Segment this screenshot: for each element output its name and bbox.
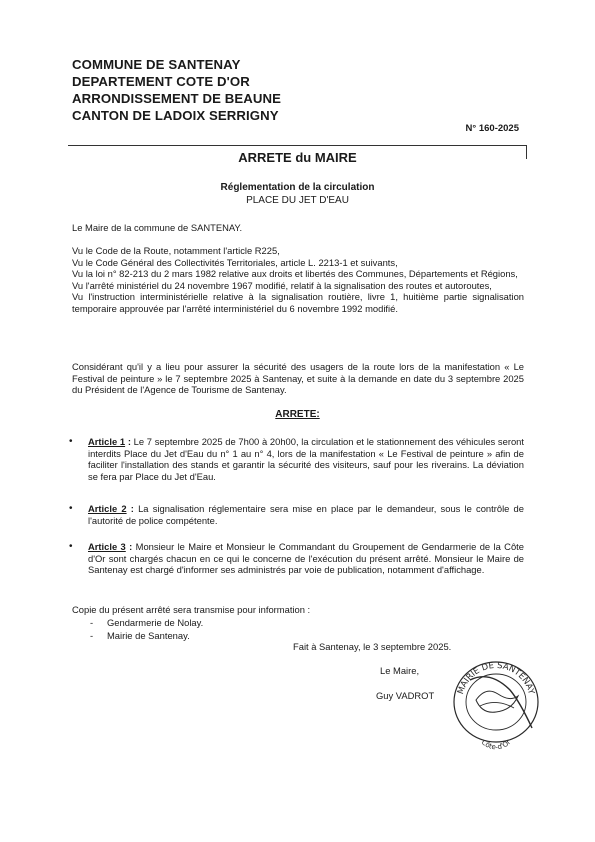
bullet-icon: •	[69, 503, 73, 514]
subtitle-line-1: Réglementation de la circulation	[220, 182, 375, 193]
document-subtitle	[0, 181, 595, 207]
recipient-name: Mairie de Santenay.	[107, 630, 190, 641]
signer-name: Guy VADROT	[376, 690, 435, 701]
title-divider	[68, 145, 526, 146]
mairie-seal-stamp	[440, 650, 550, 750]
article-separator: :	[126, 503, 139, 514]
header-line-canton: CANTON DE LADOIX SERRIGNY	[72, 108, 279, 123]
recipient-name: Gendarmerie de Nolay.	[107, 617, 204, 628]
issuer-header	[72, 56, 281, 124]
article-text: Le 7 septembre 2025 de 7h00 à 20h00, la circulation et le stationnement des véhicules seront interdits Place du Jet d'Eau du n° 1 au n° 4, lors de la manifestation « Le Festival de peinture » afin de faciliter l'installation des stands et garantir la sécurité des visiteurs, sauf pour les riverains. La déviation se fera par Place du Jet d'Eau.	[88, 436, 524, 482]
seal-top-text: MAIRIE DE SANTENAY	[455, 660, 537, 696]
header-line-departement: DEPARTEMENT COTE D'OR	[72, 74, 250, 89]
decree-number: N° 160-2025	[465, 123, 519, 134]
document-title: ARRETE du MAIRE	[238, 150, 357, 165]
visa-item: Vu l'arrêté ministériel du 24 novembre 1967 modifié, relatif à la signalisation des routes et autoroutes,	[72, 279, 492, 291]
article-1	[88, 436, 524, 482]
article-label: Article 3	[88, 541, 126, 552]
copies-intro: Copie du présent arrêté sera transmise pour information :	[72, 604, 311, 615]
visa-item: Vu la loi n° 82-213 du 2 mars 1982 relative aux droits et libertés des Communes, Départements et Régions,	[72, 268, 518, 280]
article-separator: :	[125, 541, 136, 552]
visa-item: Vu le Code Général des Collectivités Territoriales, article L. 2213-1 et suivants,	[72, 256, 398, 268]
header-line-commune: COMMUNE DE SANTENAY	[72, 57, 241, 72]
subtitle-line-2: PLACE DU JET D'EAU	[246, 195, 349, 206]
article-label: Article 2	[88, 503, 127, 514]
arrete-heading: ARRETE:	[275, 409, 320, 420]
visas-list	[72, 245, 524, 315]
bullet-icon: •	[69, 436, 73, 447]
seal-bottom-text: Côte-d'Or	[479, 738, 513, 750]
considerant-paragraph: Considérant qu'il y a lieu pour assurer la sécurité des usagers de la route lors de la manifestation « Le Festival de peinture » le 7 septembre 2025 à Santenay, et suite à la demande en date du 3 septembre 2025 du Président de l'Agence de Tourisme de Santenay.	[72, 361, 524, 396]
place-date: Fait à Santenay, le 3 septembre 2025.	[293, 641, 452, 652]
bullet-icon: •	[69, 541, 73, 552]
header-line-arrondissement: ARRONDISSEMENT DE BEAUNE	[72, 91, 282, 106]
article-3	[88, 541, 524, 576]
signer-title: Le Maire,	[380, 665, 420, 676]
article-2	[88, 503, 524, 526]
intro-paragraph: Le Maire de la commune de SANTENAY.	[72, 222, 243, 233]
visa-item: Vu l'instruction interministérielle relative à la signalisation routière, livre 1, huitième partie signalisation temporaire approuvée par l'arrêté interministériel du 6 novembre 1992 modifié.	[72, 291, 524, 314]
dash-icon: -	[90, 617, 94, 628]
article-separator: :	[125, 436, 134, 447]
article-text: La signalisation réglementaire sera mise en place par le demandeur, sous le contrôle de l'autorité de police compétente.	[88, 503, 524, 526]
article-label: Article 1	[88, 436, 126, 447]
article-text: Monsieur le Maire et Monsieur le Commandant du Groupement de Gendarmerie de la Côte d'Or sont chargés chacun en ce qui le concerne de l'exécution du présent arrêté. Monsieur le Maire de Santenay est chargé d'informer ses administrés par voie de publication, notamment d'affichage.	[88, 541, 524, 576]
dash-icon: -	[90, 630, 94, 641]
visa-item: Vu le Code de la Route, notamment l'article R225,	[72, 245, 280, 256]
